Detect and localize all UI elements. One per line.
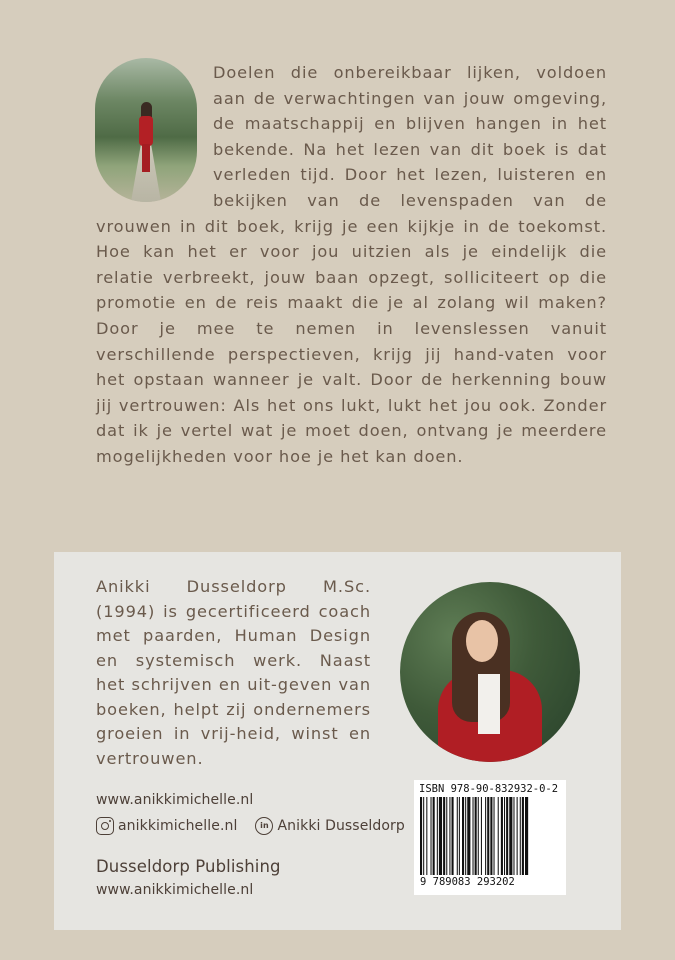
linkedin-name[interactable]: Anikki Dusseldorp [277,818,405,834]
instagram-handle[interactable]: anikkimichelle.nl [118,818,238,834]
author-bio: Anikki Dusseldorp M.Sc. (1994) is gecertificeerd coach met paarden, Human Design en systemisch werk. Naast het schrijven en uit-geven van boeken, helpt zij ondernemers groeien in vrij-heid, winst en vertrouwen. [96,577,371,768]
barcode-digits: 9 789083 293202 [420,876,515,888]
instagram-icon[interactable] [96,817,114,835]
publisher-website-link[interactable]: www.anikkimichelle.nl [96,882,254,898]
isbn-label: ISBN 978-90-832932-0-2 [419,783,559,795]
website-link[interactable]: www.anikkimichelle.nl [96,792,254,808]
publisher-name: Dusseldorp Publishing [96,857,281,876]
isbn-barcode [414,780,566,895]
barcode-bars [420,797,560,875]
blurb-text-block [96,60,607,470]
linkedin-icon[interactable]: in [255,817,273,835]
author-portrait-photo [400,582,580,762]
social-links [96,817,405,835]
blurb-text: Doelen die onbereikbaar lijken, voldoen aan de verwachtingen van jouw omgeving, de maatschappij en blijven hangen in het bekende. Na het lezen van dit boek is dat verleden tijd. Door het lezen, luisteren en bekijken van de levenspaden van de vrouwen in dit boek, krijg je een kijkje in de toekomst. Hoe kan het er voor jou uitzien als je eindelijk die relatie verbreekt, jouw baan opzegt, solliciteert op die promotie en de reis maakt die je al zolang wil maken? Door je mee te nemen in levenslessen vanuit verschillende perspectieven, krijg jij hand-vaten voor het opstaan wanneer je valt. Door de herkenning bouw jij vertrouwen: Als het ons lukt, lukt het jou ook. Zonder dat ik je vertel wat je moet doen, ontvang je meerdere mogelijkheden voor hoe je het kan doen. [96,63,607,466]
